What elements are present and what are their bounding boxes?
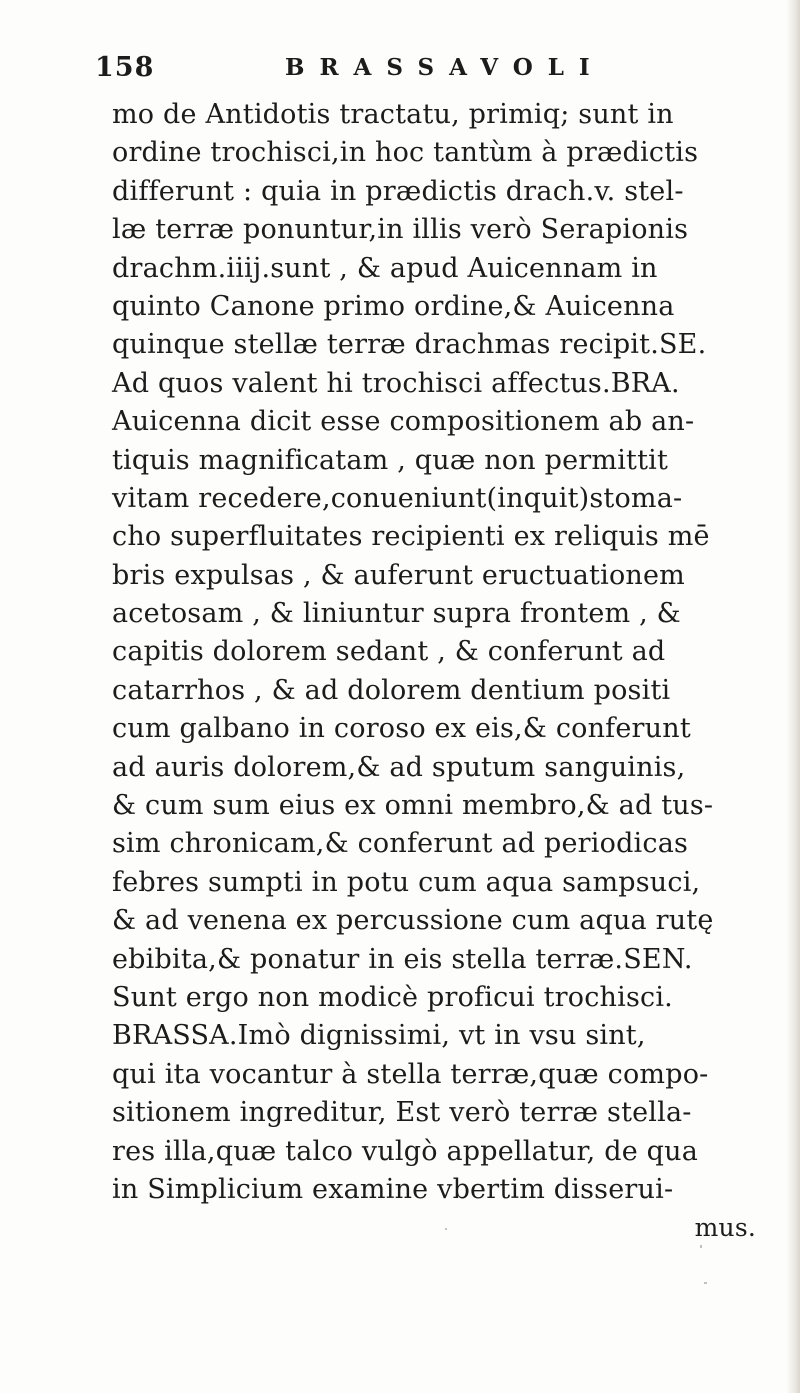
text-line: & cum sum eius ex omni membro,& ad tus- — [112, 790, 714, 822]
text-line: qui ita vocantur à stella terræ,quæ compo- — [112, 1058, 709, 1090]
ink-speck — [700, 1245, 702, 1248]
text-line: & ad venena ex percussione cum aqua rutę — [112, 905, 714, 937]
text-line: cum galbano in coroso ex eis,& conferunt — [112, 713, 691, 745]
text-line: drachm.iiij.sunt , & apud Auicennam in — [112, 252, 658, 284]
text-line: bris expulsas , & auferunt eructuationem — [112, 559, 685, 591]
text-line: ebibita,& ponatur in eis stella terræ.SEN. — [112, 943, 693, 975]
text-line: sitionem ingreditur, Est verò terræ stella- — [112, 1097, 692, 1129]
text-line: vitam recedere,conueniunt(inquit)stoma- — [112, 482, 683, 514]
text-line: mo de Antidotis tractatu, primiq; sunt in — [112, 99, 674, 130]
text-line: catarrhos , & ad dolorem dentium positi — [112, 674, 671, 706]
text-line: Sunt ergo non modicè proficui trochisci. — [112, 981, 673, 1013]
page-number: 158 — [95, 52, 155, 83]
text-line: sim chronicam,& conferunt ad periodicas — [112, 828, 689, 860]
text-line: capitis dolorem sedant , & conferunt ad — [112, 636, 666, 668]
running-head: BRASSAVOLI — [285, 54, 605, 81]
ink-speck — [704, 1282, 707, 1284]
text-line-catchword: mus. — [694, 1213, 756, 1243]
text-line: tiquis magnificatam , quæ non permittit — [112, 444, 669, 476]
text-line: in Simplicium examine vbertim disserui- — [112, 1173, 674, 1205]
text-line: Auicenna dicit esse compositionem ab an- — [112, 406, 695, 438]
text-line: Ad quos valent hi trochisci affectus.BRA. — [112, 367, 680, 399]
text-line: ad auris dolorem,& ad sputum sanguinis, — [112, 751, 686, 783]
text-line: febres sumpti in potu cum aqua sampsuci, — [112, 866, 701, 898]
text-line: res illa,quæ talco vulgò appellatur, de qua — [112, 1135, 699, 1167]
text-line: quinque stellæ terræ drachmas recipit.SE. — [112, 329, 707, 361]
ink-speck — [445, 1228, 447, 1230]
text-line: ordine trochisci,in hoc tantùm à prædictis — [112, 137, 699, 169]
page-edge-shadow — [786, 0, 800, 1393]
text-line: læ terræ ponuntur,in illis verò Serapionis — [112, 214, 689, 246]
text-line: acetosam , & liniuntur supra frontem , & — [112, 598, 681, 630]
text-line: differunt : quia in prædictis drach.v. stel- — [112, 175, 684, 207]
body-text — [112, 96, 772, 1248]
text-line: BRASSA.Imò dignissimi, vt in vsu sint, — [112, 1020, 646, 1052]
text-line: quinto Canone primo ordine,& Auicenna — [112, 290, 675, 322]
page-header — [95, 52, 735, 88]
text-line: cho superfluitates recipienti ex reliquis mē — [112, 521, 710, 553]
